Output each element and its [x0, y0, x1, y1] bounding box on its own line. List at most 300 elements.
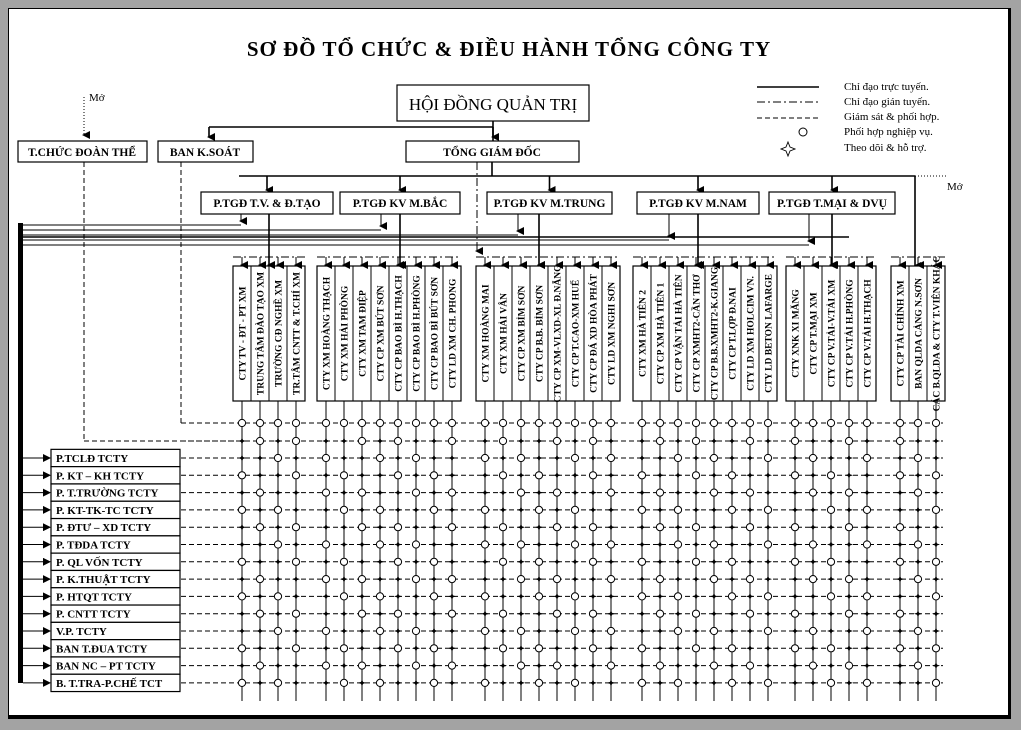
support-node	[412, 610, 420, 618]
ceo-label: TỔNG GIÁM ĐỐC	[443, 147, 541, 159]
coordination-node	[394, 437, 401, 444]
coordination-node	[607, 662, 614, 669]
support-node	[430, 523, 438, 531]
coordination-node	[728, 679, 735, 686]
coordination-node	[845, 437, 852, 444]
unit-label: CTY LD XM NGHI SƠN	[607, 281, 618, 386]
coordination-node	[845, 419, 852, 426]
support-node	[746, 558, 754, 566]
department-label: P. KT – KH TCTY	[56, 470, 145, 483]
coordination-node	[764, 506, 771, 513]
support-node	[845, 471, 853, 479]
support-node	[728, 610, 736, 618]
legend-star-icon	[781, 142, 795, 156]
unit-label: TRUNG TÂM ĐÀO TẠO XM	[256, 271, 267, 396]
support-node	[638, 662, 646, 670]
coordination-node	[845, 662, 852, 669]
support-node	[481, 437, 489, 445]
support-node	[340, 627, 348, 635]
support-node	[656, 454, 664, 462]
support-node	[358, 592, 366, 600]
support-node	[932, 437, 940, 445]
coordination-node	[358, 576, 365, 583]
support-node	[322, 644, 330, 652]
department-label: P. KT-TK-TC TCTY	[56, 504, 154, 517]
coordination-node	[412, 489, 419, 496]
support-node	[692, 489, 700, 497]
support-node	[238, 662, 246, 670]
support-node	[764, 644, 772, 652]
support-node	[499, 506, 507, 514]
support-node	[728, 437, 736, 445]
coordination-node	[914, 662, 921, 669]
coordination-node	[238, 472, 245, 479]
coordination-node	[412, 454, 419, 461]
coordination-node	[589, 558, 596, 565]
coordination-node	[535, 679, 542, 686]
coordination-node	[589, 472, 596, 479]
support-node	[914, 437, 922, 445]
coordination-node	[274, 627, 281, 634]
coordination-node	[809, 489, 816, 496]
support-node	[896, 454, 904, 462]
support-node	[692, 679, 700, 687]
coordination-node	[394, 419, 401, 426]
support-node	[376, 644, 384, 652]
support-node	[394, 627, 402, 635]
support-node	[827, 627, 835, 635]
coordination-node	[746, 662, 753, 669]
support-node	[517, 437, 525, 445]
support-node	[863, 437, 871, 445]
support-node	[322, 506, 330, 514]
coordination-node	[746, 576, 753, 583]
support-node	[932, 454, 940, 462]
support-node	[791, 592, 799, 600]
support-node	[292, 489, 300, 497]
support-node	[674, 662, 682, 670]
support-node	[517, 592, 525, 600]
coordination-node	[256, 419, 263, 426]
support-node	[499, 541, 507, 549]
legend-label: Giám sát & phối hợp.	[844, 111, 940, 123]
coordination-node	[517, 576, 524, 583]
support-node	[571, 558, 579, 566]
support-node	[692, 575, 700, 583]
support-node	[607, 437, 615, 445]
support-node	[412, 471, 420, 479]
support-node	[571, 437, 579, 445]
unit-label: CTY CP V.TẢI H.PHÒNG	[845, 279, 856, 388]
support-node	[430, 662, 438, 670]
coordination-node	[238, 558, 245, 565]
support-node	[791, 679, 799, 687]
support-node	[481, 662, 489, 670]
coordination-node	[292, 419, 299, 426]
support-node	[412, 523, 420, 531]
coordination-node	[638, 472, 645, 479]
unions-label: T.CHỨC ĐOÀN THỂ	[27, 147, 137, 159]
coordination-node	[809, 662, 816, 669]
support-node	[322, 610, 330, 618]
coordination-node	[656, 489, 663, 496]
legend-label: Chỉ đạo trực tuyến.	[844, 81, 929, 93]
support-node	[535, 627, 543, 635]
coordination-node	[809, 627, 816, 634]
coordination-node	[692, 524, 699, 531]
coordination-node	[656, 524, 663, 531]
coordination-node	[412, 576, 419, 583]
support-node	[607, 506, 615, 514]
coordination-node	[553, 610, 560, 617]
coordination-node	[589, 524, 596, 531]
support-node	[256, 679, 264, 687]
coordination-node	[517, 419, 524, 426]
support-node	[322, 679, 330, 687]
support-node	[535, 541, 543, 549]
support-node	[535, 437, 543, 445]
support-node	[746, 644, 754, 652]
support-node	[809, 644, 817, 652]
support-node	[274, 489, 282, 497]
support-node	[481, 489, 489, 497]
coordination-node	[358, 610, 365, 617]
support-node	[674, 610, 682, 618]
coordination-node	[571, 541, 578, 548]
coordination-node	[728, 419, 735, 426]
coordination-node	[376, 506, 383, 513]
support-node	[764, 575, 772, 583]
support-node	[607, 610, 615, 618]
support-node	[746, 541, 754, 549]
support-node	[791, 454, 799, 462]
unit-label: TR.TÂM CNTT & T.CHÍ XM	[292, 272, 303, 395]
support-node	[896, 506, 904, 514]
support-node	[535, 610, 543, 618]
coordination-node	[914, 627, 921, 634]
support-node	[412, 679, 420, 687]
support-node	[553, 471, 561, 479]
support-node	[340, 489, 348, 497]
coordination-node	[430, 419, 437, 426]
support-node	[430, 627, 438, 635]
coordination-node	[412, 662, 419, 669]
support-node	[553, 592, 561, 600]
support-node	[571, 644, 579, 652]
support-node	[292, 627, 300, 635]
coordination-node	[692, 558, 699, 565]
support-node	[914, 610, 922, 618]
coordination-node	[710, 454, 717, 461]
supervisory-label: BAN K.SOÁT	[169, 147, 241, 159]
unit-label: CTY CP XM HÀ TIÊN 1	[656, 282, 667, 385]
coordination-node	[535, 645, 542, 652]
coordination-node	[674, 506, 681, 513]
coordination-node	[448, 610, 455, 617]
support-node	[322, 558, 330, 566]
legend-label: Theo dõi & hỗ trợ.	[844, 142, 927, 154]
coordination-node	[914, 454, 921, 461]
coordination-node	[674, 627, 681, 634]
coordination-node	[914, 419, 921, 426]
unit-label: CTY CP XMHT2-CẦN THƠ	[692, 274, 703, 393]
coordination-node	[358, 419, 365, 426]
department-label: P. HTQT TCTY	[56, 591, 132, 604]
coordination-node	[764, 627, 771, 634]
unit-label: CTY CP V.TẢI-V.TẢI XM	[827, 279, 838, 388]
coordination-node	[827, 419, 834, 426]
coordination-node	[809, 419, 816, 426]
support-node	[571, 489, 579, 497]
coordination-node	[607, 454, 614, 461]
coordination-node	[481, 593, 488, 600]
support-node	[845, 644, 853, 652]
support-node	[499, 454, 507, 462]
coordination-node	[394, 558, 401, 565]
support-node	[863, 489, 871, 497]
support-node	[517, 679, 525, 687]
unit-label: CTY CP ĐÁ XD HÒA PHÁT	[589, 274, 600, 393]
support-node	[746, 679, 754, 687]
support-node	[589, 662, 597, 670]
support-node	[256, 506, 264, 514]
support-node	[863, 471, 871, 479]
coordination-node	[638, 679, 645, 686]
coordination-node	[394, 610, 401, 617]
unit-label: CTY TV - ĐT - PT XM	[238, 286, 249, 381]
coordination-node	[322, 662, 329, 669]
coordination-node	[376, 541, 383, 548]
coordination-node	[746, 524, 753, 531]
support-node	[448, 454, 456, 462]
unit-label: CTY CP BAO BÌ BÚT SƠN	[430, 276, 441, 391]
unit-label: CTY CP XM BỈM SƠN	[517, 285, 528, 382]
coordination-node	[896, 437, 903, 444]
support-node	[499, 662, 507, 670]
coordination-node	[607, 576, 614, 583]
coordination-node	[692, 472, 699, 479]
coordination-node	[517, 454, 524, 461]
support-node	[292, 662, 300, 670]
department-label: P.TCLĐ TCTY	[56, 453, 129, 465]
coordination-node	[638, 506, 645, 513]
support-node	[535, 523, 543, 531]
coordination-node	[340, 593, 347, 600]
support-node	[896, 662, 904, 670]
support-node	[896, 627, 904, 635]
coordination-node	[845, 576, 852, 583]
support-node	[274, 558, 282, 566]
support-node	[394, 679, 402, 687]
coordination-node	[376, 679, 383, 686]
coordination-node	[322, 576, 329, 583]
support-node	[746, 592, 754, 600]
coordination-node	[238, 679, 245, 686]
coordination-node	[827, 679, 834, 686]
support-node	[430, 437, 438, 445]
support-node	[674, 558, 682, 566]
coordination-node	[827, 645, 834, 652]
support-node	[656, 471, 664, 479]
unit-label: CTY CP VẬN TẢI HÀ TIÊN	[674, 274, 685, 393]
coordination-node	[430, 679, 437, 686]
coordination-node	[376, 627, 383, 634]
coordination-node	[764, 679, 771, 686]
support-node	[358, 471, 366, 479]
coordination-node	[256, 610, 263, 617]
coordination-node	[292, 610, 299, 617]
support-node	[238, 610, 246, 618]
coordination-node	[896, 645, 903, 652]
coordination-node	[238, 506, 245, 513]
department-label: P. T.TRƯỜNG TCTY	[56, 487, 159, 500]
coordination-node	[358, 437, 365, 444]
coordination-node	[448, 576, 455, 583]
coordination-node	[517, 489, 524, 496]
coordination-node	[589, 437, 596, 444]
coordination-node	[448, 662, 455, 669]
coordination-node	[340, 506, 347, 513]
coordination-node	[809, 541, 816, 548]
support-node	[256, 644, 264, 652]
support-node	[746, 454, 754, 462]
deputy-label: P.TGĐ KV M.BẮC	[352, 198, 448, 210]
support-node	[728, 541, 736, 549]
support-node	[517, 644, 525, 652]
support-node	[728, 454, 736, 462]
coordination-node	[728, 506, 735, 513]
coordination-node	[481, 627, 488, 634]
support-node	[896, 541, 904, 549]
support-node	[827, 437, 835, 445]
department-label: B. T.TRA-P.CHẾ TCT	[56, 677, 163, 690]
coordination-node	[292, 437, 299, 444]
coordination-node	[710, 627, 717, 634]
support-node	[914, 679, 922, 687]
support-node	[914, 471, 922, 479]
support-node	[292, 575, 300, 583]
coordination-node	[481, 541, 488, 548]
coordination-node	[535, 472, 542, 479]
support-node	[764, 471, 772, 479]
coordination-node	[448, 524, 455, 531]
coordination-node	[896, 472, 903, 479]
support-node	[896, 489, 904, 497]
support-node	[553, 644, 561, 652]
support-node	[589, 679, 597, 687]
coordination-node	[638, 593, 645, 600]
support-node	[710, 506, 718, 514]
support-node	[274, 575, 282, 583]
coordination-node	[845, 489, 852, 496]
support-node	[376, 575, 384, 583]
deputy-label: P.TGĐ KV M.TRUNG	[493, 198, 606, 210]
support-node	[481, 575, 489, 583]
support-node	[896, 575, 904, 583]
unit-label: CTY CP T.LỢP Đ.NAI	[728, 287, 739, 380]
support-node	[728, 627, 736, 635]
coordination-node	[656, 419, 663, 426]
coordination-node	[764, 454, 771, 461]
support-node	[553, 679, 561, 687]
coordination-node	[791, 558, 798, 565]
support-node	[932, 541, 940, 549]
coordination-node	[517, 627, 524, 634]
support-node	[499, 489, 507, 497]
support-node	[638, 610, 646, 618]
coordination-node	[845, 610, 852, 617]
coordination-node	[340, 419, 347, 426]
support-node	[589, 592, 597, 600]
support-node	[376, 662, 384, 670]
coordination-node	[791, 645, 798, 652]
unit-label: CTY CP B.B.XMHT2-K.GIANG	[710, 266, 721, 401]
support-node	[692, 627, 700, 635]
coordination-node	[692, 437, 699, 444]
support-node	[274, 662, 282, 670]
support-node	[638, 437, 646, 445]
support-node	[256, 541, 264, 549]
coordination-node	[256, 437, 263, 444]
coordination-node	[448, 419, 455, 426]
support-node	[845, 627, 853, 635]
support-node	[638, 489, 646, 497]
coordination-node	[674, 419, 681, 426]
board-label: HỘI ĐỒNG QUẢN TRỊ	[408, 95, 578, 114]
support-node	[589, 506, 597, 514]
coordination-node	[322, 541, 329, 548]
coordination-node	[746, 610, 753, 617]
coordination-node	[571, 419, 578, 426]
support-node	[692, 541, 700, 549]
coordination-node	[746, 437, 753, 444]
support-node	[571, 662, 579, 670]
support-node	[274, 644, 282, 652]
coordination-node	[499, 524, 506, 531]
coordination-node	[764, 541, 771, 548]
org-chart-canvas	[9, 9, 1012, 720]
coordination-node	[710, 576, 717, 583]
coordination-node	[553, 437, 560, 444]
support-node	[809, 610, 817, 618]
coordination-node	[571, 506, 578, 513]
support-node	[481, 644, 489, 652]
department-label: P. K.THUẬT TCTY	[56, 574, 151, 587]
coordination-node	[256, 489, 263, 496]
support-node	[358, 558, 366, 566]
legend-label: Phối hợp nghiệp vụ.	[844, 126, 933, 138]
support-node	[863, 610, 871, 618]
coordination-node	[589, 645, 596, 652]
support-node	[448, 644, 456, 652]
support-node	[292, 592, 300, 600]
coordination-node	[340, 558, 347, 565]
coordination-node	[827, 593, 834, 600]
coordination-node	[896, 524, 903, 531]
support-node	[589, 575, 597, 583]
support-node	[845, 506, 853, 514]
coordination-node	[863, 419, 870, 426]
legend-label: Chỉ đạo gián tuyến.	[844, 96, 931, 108]
support-node	[394, 489, 402, 497]
support-node	[656, 592, 664, 600]
coordination-node	[791, 610, 798, 617]
support-node	[358, 541, 366, 549]
support-node	[809, 558, 817, 566]
coordination-node	[358, 662, 365, 669]
support-node	[394, 541, 402, 549]
support-node	[394, 506, 402, 514]
